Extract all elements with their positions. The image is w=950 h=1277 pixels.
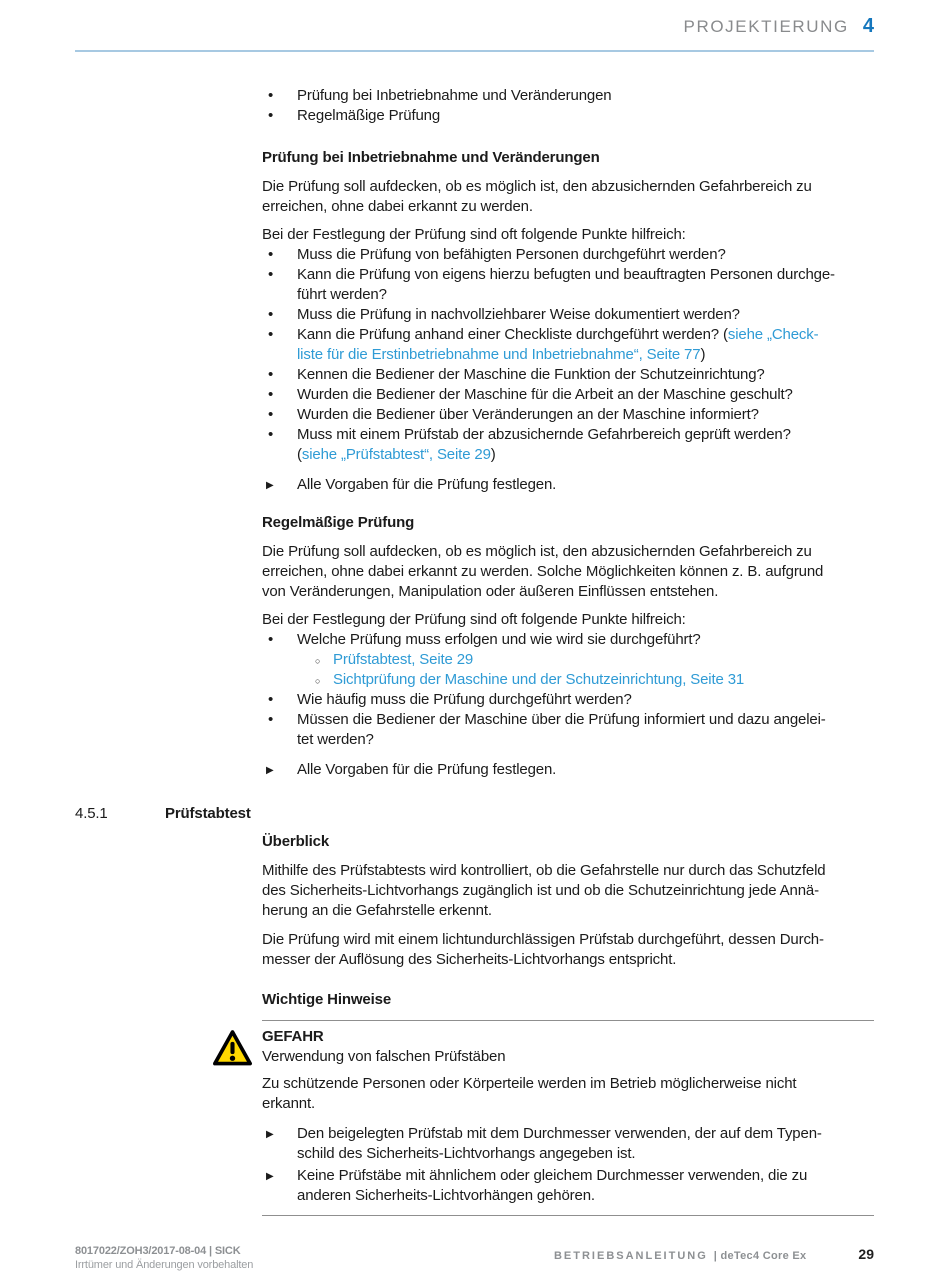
text-segment: Wie häufig muss die Prüfung durchgeführt werden? [297, 691, 632, 708]
list-item-text [297, 710, 874, 750]
paragraph [262, 861, 874, 921]
bullet-icon: • [268, 426, 274, 443]
chapter-title: PROJEKTIERUNG [683, 17, 849, 36]
text-line [262, 562, 874, 582]
page-header [0, 0, 950, 52]
text-line [297, 690, 874, 710]
bullet-icon: • [268, 306, 274, 323]
footer-right [554, 1244, 874, 1266]
action-item [262, 475, 874, 495]
bullet-icon: • [268, 246, 274, 263]
text-segment: Muss mit einem Prüfstab der abzusichernde Gefahrbereich geprüft werden? [297, 426, 791, 443]
text-line [297, 475, 874, 495]
list-item-text [297, 475, 874, 495]
text-line [297, 365, 874, 385]
circle-bullet-icon: ○ [315, 656, 321, 666]
action-list [262, 760, 874, 780]
text-segment: ( [297, 446, 302, 463]
text-segment: erkannt. [262, 1095, 315, 1112]
text-line [262, 1094, 874, 1114]
list-item [262, 265, 874, 305]
warning-triangle-icon [212, 1029, 253, 1067]
paragraph [262, 177, 874, 217]
danger-title: GEFAHR [262, 1028, 324, 1045]
text-segment: erreichen, ohne dabei erkannt zu werden. [262, 198, 533, 215]
bullet-icon: • [268, 406, 274, 423]
text-line [297, 760, 874, 780]
list-item [262, 710, 874, 750]
text-line [297, 385, 874, 405]
text-line [297, 1166, 874, 1186]
bullet-list-regular [262, 630, 874, 750]
text-line [297, 1144, 874, 1164]
text-segment: Regelmäßige Prüfung [297, 107, 441, 124]
text-line [262, 881, 874, 901]
text-segment: Wurden die Bediener der Maschine für die Arbeit an der Maschine geschult? [297, 386, 793, 403]
page-footer [75, 1244, 874, 1272]
bullet-icon: • [268, 366, 274, 383]
list-item-text [297, 305, 874, 325]
text-line [297, 710, 874, 730]
cross-reference-link[interactable]: liste für die Erstinbetriebnahme und Inbetriebnahme“, Seite 77 [297, 346, 701, 363]
text-segment: Kann die Prüfung von eigens hierzu befugten und beauftragten Personen durchge- [297, 266, 835, 283]
text-line [297, 265, 874, 285]
list-item-text [333, 650, 874, 670]
list-item-text [297, 1124, 874, 1164]
list-item-text [297, 365, 874, 385]
lead-sentence: Bei der Festlegung der Prüfung sind oft folgende Punkte hilfreich: [262, 226, 686, 243]
danger-subtitle: Verwendung von falschen Prüfstäben [262, 1048, 506, 1065]
chapter-header-row [75, 16, 874, 42]
list-item-text [297, 325, 874, 365]
section-heading-row [75, 804, 874, 824]
text-segment: ) [700, 346, 706, 363]
manual-type-label: BETRIEBSANLEITUNG [553, 1250, 708, 1262]
list-item-text [297, 245, 874, 265]
bullet-icon: • [268, 266, 274, 283]
list-item-text [297, 265, 874, 305]
subheading-notes: Wichtige Hinweise [262, 991, 392, 1008]
section-title: Prüfstabtest [165, 805, 251, 822]
text-line [297, 285, 874, 305]
paragraph [262, 930, 874, 970]
list-item [262, 690, 874, 710]
list-item [262, 325, 874, 365]
text-line [262, 582, 874, 602]
footer-left [75, 1244, 253, 1272]
chapter-number: 4 [862, 15, 874, 37]
text-line [297, 425, 874, 445]
text-line [297, 106, 874, 126]
danger-body [262, 1074, 874, 1114]
text-line [297, 630, 874, 650]
list-item-text [297, 1166, 874, 1206]
text-segment: Zu schützende Personen oder Körperteile werden im Betrieb möglicherweise nicht [262, 1075, 797, 1092]
action-list [262, 475, 874, 495]
list-item-text [297, 425, 874, 465]
list-item [262, 425, 874, 465]
bullet-icon: • [268, 107, 274, 124]
list-item-text [297, 405, 874, 425]
section-number: 4.5.1 [75, 805, 108, 822]
text-line [262, 1074, 874, 1094]
danger-action-list [262, 1124, 874, 1206]
text-line [262, 542, 874, 562]
list-item [262, 106, 874, 126]
text-line [262, 930, 874, 950]
bullet-icon: • [268, 87, 274, 104]
action-item [262, 760, 874, 780]
list-item [262, 630, 874, 650]
list-item [262, 365, 874, 385]
cross-reference-link[interactable]: siehe „Prüfstabtest“, Seite 29 [301, 446, 491, 463]
list-item-text [297, 385, 874, 405]
text-segment: Muss die Prüfung von befähigten Personen durchgeführt werden? [297, 246, 726, 263]
text-line [297, 1186, 874, 1206]
header-rule [75, 50, 874, 52]
list-item [262, 650, 874, 670]
text-segment: Alle Vorgaben für die Prüfung festlegen. [297, 476, 557, 493]
text-segment: Die Prüfung soll aufdecken, ob es möglich ist, den abzusichernden Gefahrbereich zu [262, 178, 812, 195]
text-segment: Die Prüfung wird mit einem lichtundurchlässigen Prüfstab durchgeführt, dessen Durch- [262, 931, 824, 948]
text-segment: Alle Vorgaben für die Prüfung festlegen. [297, 761, 557, 778]
text-segment: herung an die Gefahrstelle erkennt. [262, 902, 492, 919]
bullet-icon: • [268, 711, 274, 728]
product-label: | deTec4 Core Ex [713, 1250, 807, 1262]
text-segment: Wurden die Bediener über Veränderungen an der Maschine informiert? [297, 406, 759, 423]
list-item-text [297, 630, 874, 650]
arrow-bullet-icon: ▶ [266, 480, 274, 491]
text-segment: des Sicherheits-Lichtvorhangs zugänglich ist und ob die Schutzeinrichtung jede Annä- [262, 882, 819, 899]
cross-reference-link[interactable]: Sichtprüfung der Maschine und der Schutzeinrichtung, Seite 31 [333, 671, 745, 688]
text-segment: Die Prüfung soll aufdecken, ob es möglich ist, den abzusichernden Gefahrbereich zu [262, 543, 812, 560]
text-segment: Kennen die Bediener der Maschine die Funktion der Schutzeinrichtung? [297, 366, 765, 383]
bullet-icon: • [268, 326, 274, 343]
bullet-icon: • [268, 631, 274, 648]
text-segment: Müssen die Bediener der Maschine über die Prüfung informiert und dazu angelei- [297, 711, 826, 728]
subheading-overview: Überblick [262, 833, 330, 850]
bullet-icon: • [268, 691, 274, 708]
list-item [262, 385, 874, 405]
text-line [333, 650, 874, 670]
text-segment: tet werden? [297, 731, 374, 748]
text-segment: ) [490, 446, 496, 463]
list-item-text [333, 670, 874, 690]
subheading-regular: Regelmäßige Prüfung [262, 514, 415, 531]
document-id: 8017022/ZOH3/2017-08-04 | SICK [75, 1245, 241, 1257]
list-item-text [297, 106, 874, 126]
text-line [262, 950, 874, 970]
cross-reference-link[interactable]: siehe „Check- [727, 326, 819, 343]
text-segment: Welche Prüfung muss erfolgen und wie wird sie durchgeführt? [297, 631, 701, 648]
text-line [297, 245, 874, 265]
cross-reference-link[interactable]: Prüfstabtest, Seite 29 [333, 651, 474, 668]
text-line [262, 861, 874, 881]
circle-bullet-icon: ○ [315, 676, 321, 686]
text-line [297, 345, 874, 365]
text-segment: messer der Auflösung des Sicherheits-Lichtvorhangs entspricht. [262, 951, 677, 968]
text-segment: Prüfung bei Inbetriebnahme und Veränderungen [297, 87, 612, 104]
text-segment: Muss die Prüfung in nachvollziehbarer Weise dokumentiert werden? [297, 306, 740, 323]
text-line [297, 86, 874, 106]
text-line [297, 730, 874, 750]
list-item-text [297, 86, 874, 106]
arrow-bullet-icon: ▶ [266, 765, 274, 776]
text-line [262, 197, 874, 217]
bullet-icon: • [268, 386, 274, 403]
lead-sentence: Bei der Festlegung der Prüfung sind oft folgende Punkte hilfreich: [262, 611, 686, 628]
text-line [262, 177, 874, 197]
footer-disclaimer: Irrtümer und Änderungen vorbehalten [75, 1259, 254, 1271]
subheading-commissioning: Prüfung bei Inbetriebnahme und Veränderungen [262, 149, 600, 166]
arrow-bullet-icon: ▶ [266, 1129, 274, 1140]
list-item-text [297, 690, 874, 710]
text-segment: Den beigelegten Prüfstab mit dem Durchmesser verwenden, der auf dem Typen- [297, 1125, 822, 1142]
text-segment: von Veränderungen, Manipulation oder äußeren Einflüssen entstehen. [262, 583, 719, 600]
text-segment: schild des Sicherheits-Lichtvorhangs angegeben ist. [297, 1145, 636, 1162]
text-segment: anderen Sicherheits-Lichtvorhängen gehören. [297, 1187, 595, 1204]
list-item [262, 86, 874, 106]
text-line [297, 405, 874, 425]
list-item [262, 305, 874, 325]
text-segment: Mithilfe des Prüfstabtests wird kontrolliert, ob die Gefahrstelle nur durch das Schutzfeld [262, 862, 826, 879]
page-number: 29 [858, 1246, 874, 1262]
bullet-list-commissioning [262, 245, 874, 465]
text-segment: Keine Prüfstäbe mit ähnlichem oder gleichem Durchmesser verwenden, die zu [297, 1167, 808, 1184]
action-item [262, 1124, 874, 1164]
list-item-text [297, 760, 874, 780]
action-item [262, 1166, 874, 1206]
arrow-bullet-icon: ▶ [266, 1171, 274, 1182]
text-line [333, 670, 874, 690]
text-line [297, 305, 874, 325]
paragraph [262, 542, 874, 602]
text-line [297, 445, 874, 465]
text-line [297, 1124, 874, 1144]
intro-bullet-list [262, 86, 874, 126]
list-item [262, 670, 874, 690]
text-segment: führt werden? [297, 286, 387, 303]
list-item [262, 405, 874, 425]
danger-notice [262, 1020, 874, 1216]
text-segment: Kann die Prüfung anhand einer Checkliste durchgeführt werden? ( [297, 326, 728, 343]
text-segment: erreichen, ohne dabei erkannt zu werden. Solche Möglichkeiten können z. B. aufgrund [262, 563, 824, 580]
list-item [262, 245, 874, 265]
text-line [262, 901, 874, 921]
text-line [297, 325, 874, 345]
